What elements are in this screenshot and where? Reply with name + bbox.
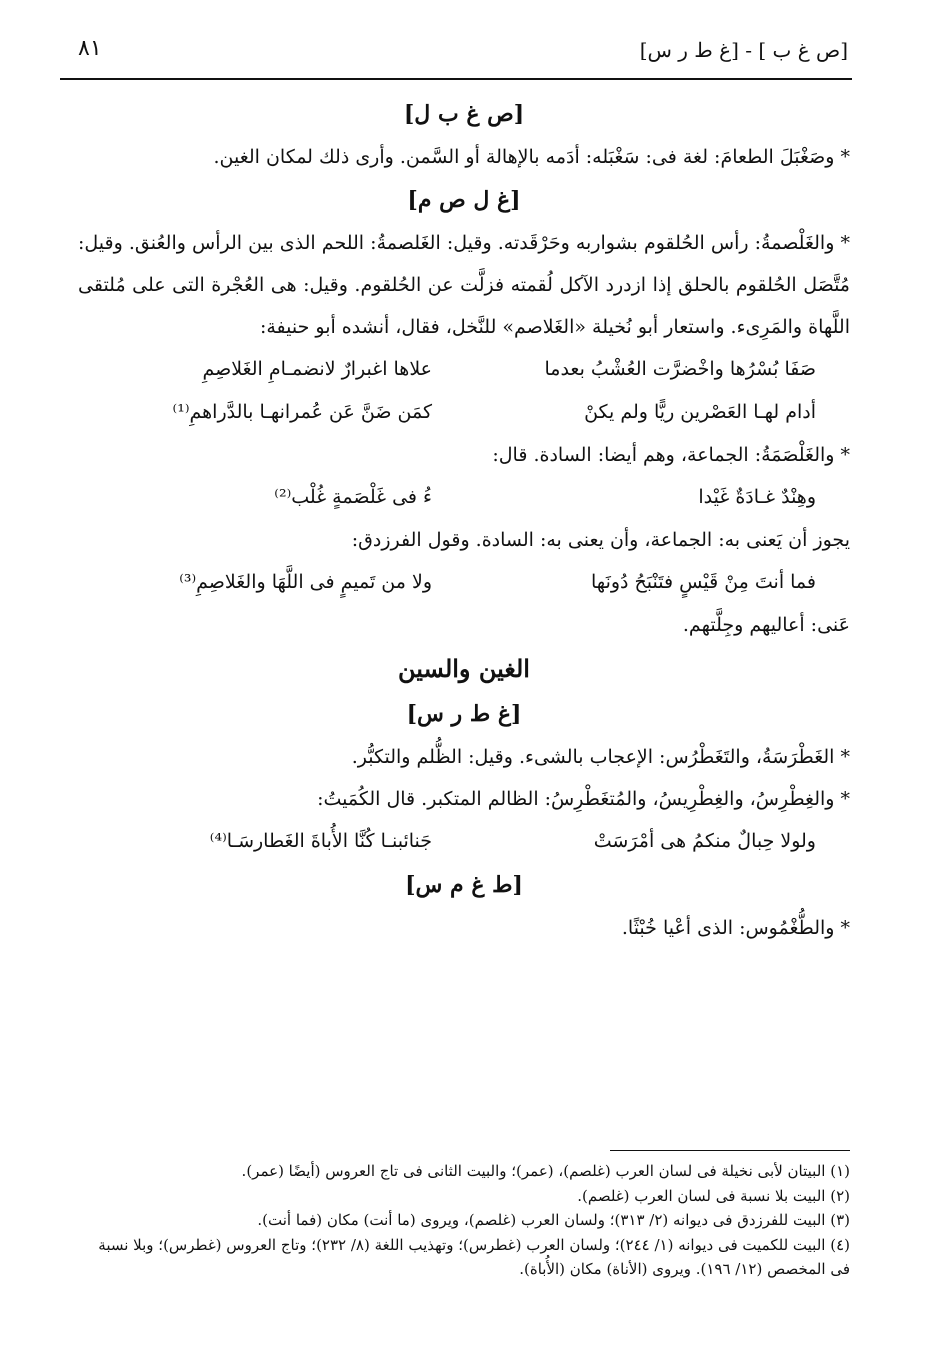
main-content bbox=[78, 92, 850, 949]
verse-first-hemistich: وهِنْدٌ غـادَةٌ غَيْدا bbox=[698, 486, 816, 508]
page-header bbox=[60, 28, 852, 80]
poem-verse bbox=[78, 561, 850, 604]
verse-second-hemistich: جَنائبنـا كُنَّا الأُباةَ الغَطارسَـا⁽⁴⁾ bbox=[209, 830, 432, 852]
poem-verse bbox=[78, 391, 850, 434]
entry-heading: [ص غ ب ل] bbox=[403, 101, 525, 127]
page-number: ٨١ bbox=[78, 36, 102, 61]
entry-heading: [ط غ م س] bbox=[405, 872, 523, 898]
poem-verse bbox=[78, 476, 850, 519]
verse-first-hemistich: فما أنتَ مِنْ قَيْسٍ فتَنْبَحُ دُونَها bbox=[591, 571, 816, 593]
footnote: (٤) البيت للكميت فى ديوانه (١/ ٢٤٤)؛ ولسان العرب (غطرس)؛ وتهذيب اللغة (٨/ ٢٣٢)؛ وتاج العروس (غطرس)؛ وبلا نسبة فى المخصص (١٢/ ١٩٦). ويروى (الأناة) مكان (الأُباة). bbox=[98, 1235, 850, 1278]
verse-second-hemistich: ولا من تَميمٍ فى اللَّهَا والغَلاصِمِ⁽³⁾ bbox=[179, 571, 432, 593]
entry-paragraph: * الغَطْرَسَةُ، والتَغَطْرُس: الإعجاب بالشىء. وقيل: الظُّلم والتكبُّر. bbox=[351, 746, 850, 768]
section-title: الغين والسين bbox=[398, 654, 530, 683]
verse-first-hemistich: صَفَا بُسْرُها واخْضرَّت العُشْبُ بعدما bbox=[544, 358, 816, 380]
poem-verse bbox=[78, 348, 850, 391]
entry-paragraph: * وصَغْبَلَ الطعامَ: لغة فى: سَغْبَله: أدَمه بالإهالة أو السَّمن. وأرى ذلك لمكان الغين. bbox=[213, 146, 850, 168]
entry-paragraph: عَنى: أعاليهم وجِلَّتهم. bbox=[682, 614, 850, 636]
verse-second-hemistich: ءُ فى غَلْصَمةٍ غُلْب⁽²⁾ bbox=[274, 486, 432, 508]
entry-paragraph: * والغَلْصمةُ: رأس الحُلقوم بشواربه وحَرْقَدته. وقيل: الغَلصمةُ: اللحم الذى بين الرأس والعُنق. وقيل: مُتَّصَل الحُلقوم بالحلق إذا ازدرد الآكل لُقمته فزلَّت عن الحُلقوم. وقيل: هى العُجْرة التى على مُلتقى اللَّهاة والمَرِىء. واستعار أبو نُخيلة «الغَلاصم» للنَّخل، فقال، أنشده أبو حنيفة: bbox=[78, 232, 850, 338]
entry-paragraph: * والغِطْرِسُ، والغِطْرِيسُ، والمُتغَطْرِسُ: الظالم المتكبر. قال الكُمَيتُ: bbox=[317, 788, 850, 810]
verse-second-hemistich: كمَن ضَنَّ عَن عُمرانهـا بالدَّراهمِ⁽¹⁾ bbox=[172, 401, 432, 423]
footnote-rule bbox=[610, 1150, 850, 1151]
verse-first-hemistich: أدام لهـا العَصْرين ريًّا ولم يكنْ bbox=[584, 401, 816, 423]
entry-paragraph: * والغَلْصَمَةُ: الجماعة، وهم أيضا: السادة. قال: bbox=[492, 444, 850, 466]
entry-heading: [غ ط ر س] bbox=[406, 701, 522, 727]
verse-second-hemistich: علاها اغبرارٌ لانضمـامِ الغَلاصِمِ bbox=[202, 358, 432, 380]
entry-paragraph: يجوز أن يَعنى به: الجماعة، وأن يعنى به: السادة. وقول الفرزدق: bbox=[351, 529, 850, 551]
entry-paragraph: * والطُّغْمُوس: الذى أعْيا خُبْثًا. bbox=[621, 917, 850, 939]
verse-first-hemistich: ولولا حِبالٌ منكمُ هى أمْرَسَتْ bbox=[593, 830, 816, 852]
footnote: (٣) البيت للفرزدق فى ديوانه (٢/ ٣١٣)؛ ولسان العرب (غلصم)، ويروى (ما أنت) مكان (فما أنت). bbox=[257, 1211, 850, 1229]
poem-verse bbox=[78, 820, 850, 863]
footnote: (١) البيتان لأبى نخيلة فى لسان العرب (غلصم)، (عمر)؛ والبيت الثانى فى تاج العروس (أيضًا (عمر). bbox=[241, 1162, 850, 1180]
running-head: [ص غ ب ] - [غ ط ر س] bbox=[639, 38, 848, 62]
footnotes bbox=[80, 1150, 850, 1282]
footnote: (٢) البيت بلا نسبة فى لسان العرب (غلصم). bbox=[577, 1186, 850, 1205]
entry-heading: [غ ل ص م] bbox=[407, 187, 521, 213]
